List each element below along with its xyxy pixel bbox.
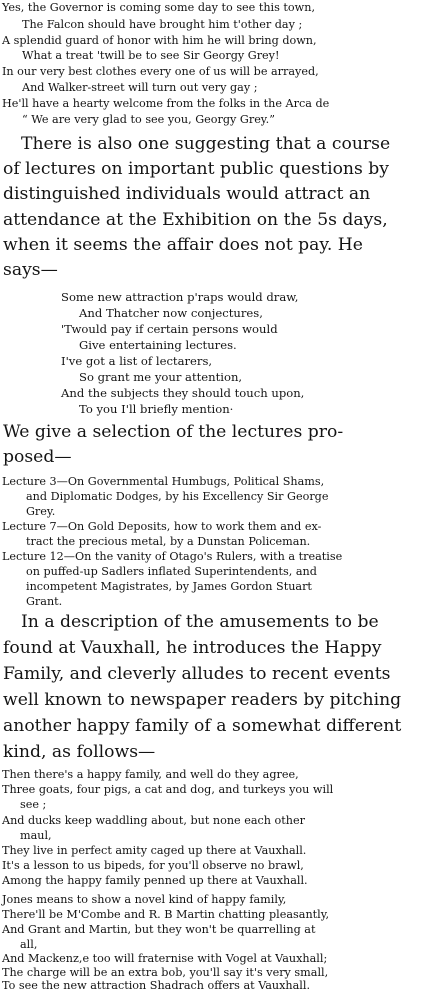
- lecture-line: Grey.: [26, 505, 56, 518]
- lecture-line: Lecture 7—On Gold Deposits, how to work them and ex-: [2, 520, 322, 533]
- lecture-line: Lecture 12—On the vanity of Otago's Rulers, with a treatise: [2, 550, 343, 563]
- poem-line: Yes, the Governor is coming some day to see this town,: [2, 1, 315, 14]
- lecture-line: and Diplomatic Dodges, by his Excellency Sir George: [26, 490, 329, 503]
- poem-line: To you I'll briefly mention·: [79, 402, 234, 416]
- poem-line: maul,: [20, 829, 52, 842]
- poem-line: see ;: [20, 798, 47, 811]
- poem-line: The charge will be an extra bob, you'll say it's very small,: [2, 966, 329, 979]
- poem-line: Jones means to show a novel kind of happy family,: [2, 893, 287, 906]
- poem-line: They live in perfect amity caged up there at Vauxhall.: [2, 844, 307, 857]
- paragraph-line: says—: [3, 260, 58, 280]
- paragraph-line: We give a selection of the lectures pro-: [3, 422, 344, 442]
- poem-line: The Falcon should have brought him t'other day ;: [22, 18, 303, 31]
- paragraph-line: another happy family of a somewhat different: [3, 716, 402, 736]
- lecture-line: Lecture 3—On Governmental Humbugs, Political Shams,: [2, 475, 325, 488]
- lecture-line: Grant.: [26, 595, 63, 608]
- poem-line: And Mackenz,e too will fraternise with Vogel at Vauxhall;: [2, 952, 328, 965]
- poem-line: And Walker-street will turn out very gay ;: [22, 81, 258, 94]
- poem-line: In our very best clothes every one of us will be arrayed,: [2, 65, 319, 78]
- paragraph-line: found at Vauxhall, he introduces the Happy: [3, 638, 382, 658]
- poem-line: I've got a list of lectarers,: [61, 354, 213, 368]
- poem-line: Then there's a happy family, and well do they agree,: [2, 768, 299, 781]
- poem-line: Three goats, four pigs, a cat and dog, and turkeys you will: [2, 783, 334, 796]
- paragraph-line: distinguished individuals would attract an: [3, 184, 371, 204]
- poem-line: Some new attraction p'raps would draw,: [61, 290, 299, 304]
- lecture-line: tract the precious metal, by a Dunstan Policeman.: [26, 535, 311, 548]
- poem-line: And Grant and Martin, but they won't be quarrelling at: [2, 923, 316, 936]
- poem-line: Among the happy family penned up there at Vauxhall.: [2, 874, 308, 887]
- paragraph-line: posed—: [3, 447, 72, 467]
- paragraph-line: Family, and cleverly alludes to recent events: [3, 664, 391, 684]
- paragraph-line: when it seems the affair does not pay. He: [3, 235, 363, 255]
- lecture-line: incompetent Magistrates, by James Gordon Stuart: [26, 580, 312, 593]
- poem-line: “ We are very glad to see you, Georgy Grey.”: [22, 113, 275, 126]
- lecture-line: on puffed-up Sadlers inflated Superintendents, and: [26, 565, 317, 578]
- poem-line: There'll be M'Combe and R. B Martin chatting pleasantly,: [2, 908, 330, 921]
- poem-line: To see the new attraction Shadrach offers at Vauxhall.: [2, 979, 311, 992]
- poem-line: What a treat 'twill be to see Sir Georgy Grey!: [22, 49, 280, 62]
- paragraph-line: well known to newspaper readers by pitching: [3, 690, 402, 710]
- poem-line: And the subjects they should touch upon,: [61, 386, 305, 400]
- paragraph-line: There is also one suggesting that a course: [21, 134, 391, 154]
- poem-line: And Thatcher now conjectures,: [79, 306, 263, 320]
- paragraph-line: attendance at the Exhibition on the 5s days,: [3, 210, 388, 230]
- poem-line: A splendid guard of honor with him he will bring down,: [2, 34, 317, 47]
- poem-line: It's a lesson to us bipeds, for you'll observe no brawl,: [2, 859, 304, 872]
- poem-line: He'll have a hearty welcome from the folks in the Arca de: [2, 97, 330, 110]
- poem-line: all,: [20, 938, 38, 951]
- poem-line: Give entertaining lectures.: [79, 338, 237, 352]
- paragraph-line: kind, as follows—: [3, 742, 156, 762]
- paragraph-line: In a description of the amusements to be: [21, 612, 379, 632]
- poem-line: And ducks keep waddling about, but none each other: [2, 814, 305, 827]
- paragraph-line: of lectures on important public questions by: [3, 159, 389, 179]
- poem-line: So grant me your attention,: [79, 370, 243, 384]
- poem-line: 'Twould pay if certain persons would: [61, 322, 278, 336]
